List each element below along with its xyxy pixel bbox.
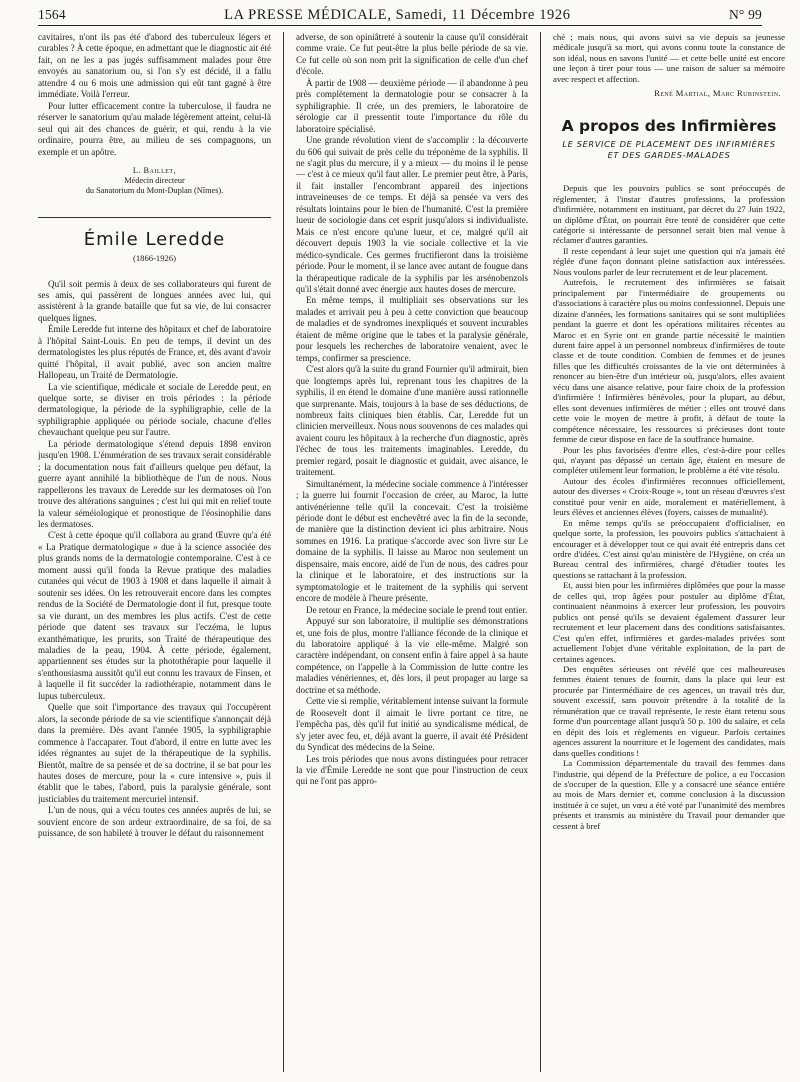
paragraph: Depuis que les pouvoirs publics se sont préoccupés de réglementer, à l'instar d'autres professions, la profession d'infirmière, notamment en instituant, par décret du 27 Juin 1922, un diplôme d'État, on pourrait être tenté de considérer que cette catégorie si intéressante de personnel serait bien mal venue à réclamer d'autres garanties. xyxy=(553,183,785,246)
column-divider xyxy=(283,32,284,1072)
paragraph: Il reste cependant à leur sujet une question qui n'a jamais été réglée d'une façon donnant pleine satisfaction aux intéressées. Nous voulons parler de leur recrutement et de leur placement. xyxy=(553,245,785,277)
paragraph: Pour lutter efficacement contre la tuberculose, il faudra ne réserver le sanatorium qu'au malade légèrement atteint, celui-là seul qui ait des chances de guérir, et qui, rendu à la vie ordinaire, pourra être, au milieu de ses compagnons, un exemple et un apôtre. xyxy=(38,100,271,157)
paragraph: La période dermatologique s'étend depuis 1898 environ jusqu'en 1908. L'énumération de ses travaux serait considérable ; la documentation nous fait d'ailleurs quelque peu défaut, la guerre ayant annihilé la bibliothèque de l'un de nous. Nous rappellerons les travaux de Leredde sur les dermatoses où l'on trouve des altérations sanguines ; c'est lui qui mit en relief toute la valeur séméiologique et pronostique de l'éosinophilie dans les dermatoses. xyxy=(38,438,271,530)
subtitle-line: LE SERVICE DE PLACEMENT DES INFIRMIÈRES xyxy=(562,139,776,150)
paragraph: Les trois périodes que nous avons distinguées pour retracer la vie d'Émile Leredde ne sont que pour l'instruction de ceux qui ne l'ont pas appro- xyxy=(296,753,528,787)
signature-affiliation: du Sanatorium du Mont-Duplan (Nîmes). xyxy=(85,186,224,196)
paragraph: Simultanément, la médecine sociale commence à l'intéresser ; la guerre lui fournit l'occasion de créer, au Maroc, la lutte antivénérienne telle qu'il la concevait. C'est la troisième période dont le début est enchevêtré avec la fin de la seconde, de manière que la distinction devient ici plus arbitraire. Nous sommes en 1916. La pratique s'accorde avec son livre sur Le domaine de la syphilis. Il laisse au Maroc non seulement un dispensaire, mais encore, aidé de l'un de nous, des cadres pour la clinique et le laboratoire, et des instructions sur la symptomatologie et le traitement de la syphilis qui servent encore de modèle à l'heure présente. xyxy=(296,478,528,604)
paragraph: Une grande révolution vient de s'accomplir : la découverte du 606 qui suivait de près celle du tréponème de la syphilis. Il ne s'agit plus du mercure, il y a mieux — du moins il le pense — c'est à ce mieux qu'il faut aller. Le premier peut être, à Paris, il fait installer l'encombrant appareil des injections intraveineuses de ce temps. Et déjà sa pensée va vers des résultats lointains pour le bien de l'humanité. C'est la première lueur de sociologie dans cet esprit jusqu'alors si individualiste. Mais ce n'est encore qu'une lueur, et ce, malgré qu'il ait découvert depuis 1903 la vie sociale collective et la vie médico-syndicale. Ces germes fructifieront dans la troisième période. Pour le moment, il se lance avec autant de fougue dans la thérapeutique radicale de la syphilis par les arsénobenzols qu'il s'était donné avec énergie aux hautes doses de mercure. xyxy=(296,135,528,294)
paragraph: Appuyé sur son laboratoire, il multiplie ses démonstrations et, une fois de plus, montre l'alliance féconde de la clinique et du laboratoire appliqué à la vie elle-même. Malgré son caractère indépendant, on consent enfin à faire appel à sa haute compétence, on l'appelle à la Commission de lutte contre les maladies vénériennes, et, dès lors, il peut propager au large sa doctrine et sa méthode. xyxy=(296,616,528,695)
paragraph: Des enquêtes sérieuses ont révélé que ces malheureuses femmes étaient tenues de fournir, dans la place qui leur est procurée par l'intermédiaire de ces agences, un travail très dur, souvent excessif, sans pouvoir prétendre à la totalité de la rémunération que ce travail représente, le reste étant retenu sous forme d'un pourcentage allant jusqu'à 50 p. 100 du salaire, et cela en dépit des lois et règlements en vigueur. Parfois certaines agences assurent la nourriture et le logement des candidates, mais dans quelles conditions ! xyxy=(553,664,785,758)
divider xyxy=(38,217,271,218)
paragraph: Cette vie si remplie, véritablement intense suivant la formule de Roosevelt dont il aimait le livre portant ce titre, ne l'empêcha pas, dès qu'il fut initié au syndicalisme médical, de s'y jeter avec feu, et, déjà avant la guerre, il avait été Président du Syndicat des médecins de la Seine. xyxy=(296,696,528,753)
column-3 xyxy=(553,32,785,1072)
column-2 xyxy=(296,32,528,1072)
page-header xyxy=(38,4,762,26)
paragraph: Et, aussi bien pour les infirmières diplômées que pour la masse de celles qui, trop âgées pour postuler au diplôme d'État, continuaient néanmoins à exercer leur profession, les pouvoirs publics ont pensé qu'ils se devaient également d'assurer leur recrutement et leur placement dans des conditions satisfaisantes. C'est qu'en effet, infirmières et gardes-malades privées sont actuellement l'objet d'une véritable exploitation, de la part de certaines agences. xyxy=(553,580,785,664)
journal-title: LA PRESSE MÉDICALE, Samedi, 11 Décembre 1926 xyxy=(224,6,571,23)
paragraph: La vie scientifique, médicale et sociale de Leredde peut, en quelque sorte, se diviser en trois périodes : la période dermatologique, la période de la syphiligraphie, celle de la syphiligraphie appliquée ou période sociale, chacune d'elles chevauchant quelque peu sur l'autre. xyxy=(38,381,271,438)
paragraph: En même temps, il multipliait ses observations sur les malades et arrivait peu à peu à cette conviction que beaucoup de maladies et de syndromes inexpliqués et souvent incurables étaient de même origine que le tabes et la paralysie générale, pour lesquels les recherches de laboratoire venaient, avec le temps, confirmer sa prescience. xyxy=(296,295,528,363)
paragraph: Qu'il soit permis à deux de ses collaborateurs qui furent de ses amis, qui passèrent de longues années avec lui, qui assistèrent à la grande bataille que fut sa vie, de lui consacrer quelques lignes. xyxy=(38,278,271,323)
signature-title: Médecin directeur xyxy=(124,176,185,186)
article-authors xyxy=(553,88,785,98)
paragraph: cavitaires, n'ont ils pas été d'abord des tuberculeux légers et curables ? À cette époque, en admettant que le diagnostic ait été fait, on ne les a pas jugés suffisamment malades pour être envoyés au sanatorium ou, si l'on s'y est décidé, il a fallu attendre 4 ou 6 mois une admission qui eût tant gagné à être immédiate. Voilà l'erreur. xyxy=(38,32,271,100)
paragraph: C'est à cette époque qu'il collabora au grand Œuvre qu'a été « La Pratique dermatologique » due à la science associée des plus grands noms de la dermatologie contemporaine. C'est à ce moment aussi qu'il fonda la Revue pratique des maladies cutanées qui vécut de 1903 à 1908 et dans laquelle il aimait à soutenir ses idées. On les retrouverait encore dans les comptes rendus de la Société de Dermatologie dont il fut, presque toute sa vie durant, un des membres les plus actifs. C'est de cette période que datent ses travaux sur l'eczéma, le lupus exanthématique, les prurits, son Traité de thérapeutique des maladies de la peau, 1904. À cette période, également, appartiennent ses études sur la photothérapie pour laquelle il s'enthousiasma aussitôt qu'il eut connu les travaux de Finsen, et à laquelle il fit succéder la radiothérapie, notamment dans le lupus tuberculeux. xyxy=(38,530,271,701)
paragraph: Pour les plus favorisées d'entre elles, c'est-à-dire pour celles qui, n'ayant pas dépassé un certain âge, étaient en mesure de compléter utilement leur formation, le problème a été vite résolu. xyxy=(553,444,785,476)
paragraph: La Commission départementale du travail des femmes dans l'industrie, qui dépend de la Préfecture de police, a eu l'occasion de s'occuper de la question. Elle y a consacré une séance entière au mois de Mars dernier et, comme conclusion à la discussion instituée à ce sujet, un vœu a été voté par l'unanimité des membres présents et transmis au ministère du Travail pour demander que cessent à bref xyxy=(553,758,785,831)
paragraph: En même temps qu'ils se préoccupaient d'officialiser, en quelque sorte, la profession, les pouvoirs publics s'attachaient à encourager et à développer tout ce qui avait été entrepris dans cet ordre d'idées. C'est ainsi qu'au ministère de l'Hygiène, on créa un Bureau central des infirmières, chargé d'étudier toutes les questions se rattachant à la profession. xyxy=(553,517,785,580)
section-subtitle xyxy=(553,139,785,161)
paragraph: De retour en France, la médecine sociale le prend tout entier. xyxy=(306,604,528,615)
issue-number: N° 99 xyxy=(728,7,762,22)
page-number: 1564 xyxy=(38,7,66,22)
paragraph: Autour des écoles d'infirmières reconnues officiellement, autour des diverses « Croix-Rouge », tout un réseau d'œuvres s'est constitué pour venir en aide, moralement et matériellement, à leurs élèves et anciennes élèves (foyers, caisses de mutualité). xyxy=(553,475,785,518)
paragraph: Autrefois, le recrutement des infirmières se faisait principalement par l'intermédiaire de groupements ou d'associations à caractère plus ou moins confessionnel. Depuis une dizaine d'années, les formations sanitaires qui se sont multipliées pendant la guerre et dont les opérations militaires récentes au Maroc et en Syrie ont en grande partie nécessité le maintien durent faire appel à un personnel nombreux d'infirmières de toute classe et de toute condition. Combien de femmes et de jeunes filles que les difficultés croissantes de la vie ont déterminées à renoncer au bien-être d'un intérieur où, jusqu'alors, elles avaient vécu dans une aisance relative, pour faire choix de la profession d'infirmière ! Infirmières bénévoles, pour la plupart, au début, elles sont devenues infirmières de métier ; elles ont trouvé dans cette voie le moyen de mettre à profit, à défaut de toute la compétence nécessaire, les ressources si précieuses dont toute femme de cœur dispose en face de la souffrance humaine. xyxy=(553,277,785,445)
article-title: Émile Leredde xyxy=(83,228,226,250)
header-rule xyxy=(38,25,762,26)
column-divider xyxy=(540,32,541,1072)
section-title: A propos des Infirmières xyxy=(561,116,777,135)
paragraph: L'un de nous, qui a vécu toutes ces années auprès de lui, se souvient encore de son ardeur extraordinaire, de sa foi, de sa puissance, de son habileté à trouver le défaut du raisonnement xyxy=(38,805,271,839)
paragraph: À partir de 1908 — deuxième période — il abandonne à peu près complètement la dermatologie pour se consacrer à la syphiligraphie. Il crée, un des premiers, le laboratoire de sérologie car il pressentit toute l'importance du rôle du laboratoire spécialisé. xyxy=(296,77,528,134)
column-1 xyxy=(38,32,271,1072)
paragraph: ché ; mais nous, qui avons suivi sa vie depuis sa jeunesse médicale jusqu'à sa mort, qui avons connu toute la constance de son idéal, nous en savons l'unité — et cette belle unité est encore une leçon à tirer pour tous — une raison de saluer sa mémoire avec respect et affection. xyxy=(553,32,785,84)
subtitle-line: ET DES GARDES-MALADES xyxy=(607,150,731,161)
article-years: (1866-1926) xyxy=(133,253,176,264)
signature-name: L. Baillet, xyxy=(132,165,177,175)
paragraph: Quelle que soit l'importance des travaux qui l'occupèrent alors, la seconde période de sa vie scientifique s'annonçait déjà dans la première. Dès avant l'année 1905, la syphiligraphie commence à l'accaparer. Tout d'abord, il entre en lutte avec les idées régnantes au sujet de la thérapeutique de la syphilis. Bientôt, maître de sa pensée et de sa doctrine, il se bat pour les hautes doses de mercure, pour la « cure intensive », puis il établit que le tabes, l'abord, puis la paralysie générale, sont justiciables du traitement mercuriel intensif. xyxy=(38,702,271,804)
paragraph: Émile Leredde fut interne des hôpitaux et chef de laboratoire à l'hôpital Saint-Louis. En peu de temps, il devint un des dermatologistes les plus réputés de France, et, dès avant d'avoir quitté l'hôpital, il avait publié, avec son ancien maître Hallopeau, un Traité de Dermatologie. xyxy=(38,324,271,381)
authors-name: René Martial, Marc Rubinstein. xyxy=(654,88,781,99)
signature-block xyxy=(38,166,271,197)
paragraph: C'est alors qu'à la suite du grand Fournier qu'il admirait, bien que longtemps après lui, reprenant tous les chapitres de la syphilis, il en étend le domaine d'une manière aussi rationnelle que surprenante. Mais, toujours à la base de ses déductions, de nombreux faits cliniques bien établis. Car, Leredde fut un clinicien merveilleux. Nous nous souvenons de ces malades qui avaient couru les hôpitaux à la recherche d'un diagnostic, après l'échec de tous les traitements imaginables. Leredde, du premier regard, posait le diagnostic et guidait, avec aisance, le traitement. xyxy=(296,364,528,478)
paragraph: adverse, de son opiniâtreté à soutenir la cause qu'il considérait comme vraie. Ce fut peut-être la plus belle période de sa vie. Ce fut celle où son nom prit la signification de celle d'un chef d'école. xyxy=(296,32,528,77)
page-columns xyxy=(38,32,785,1072)
